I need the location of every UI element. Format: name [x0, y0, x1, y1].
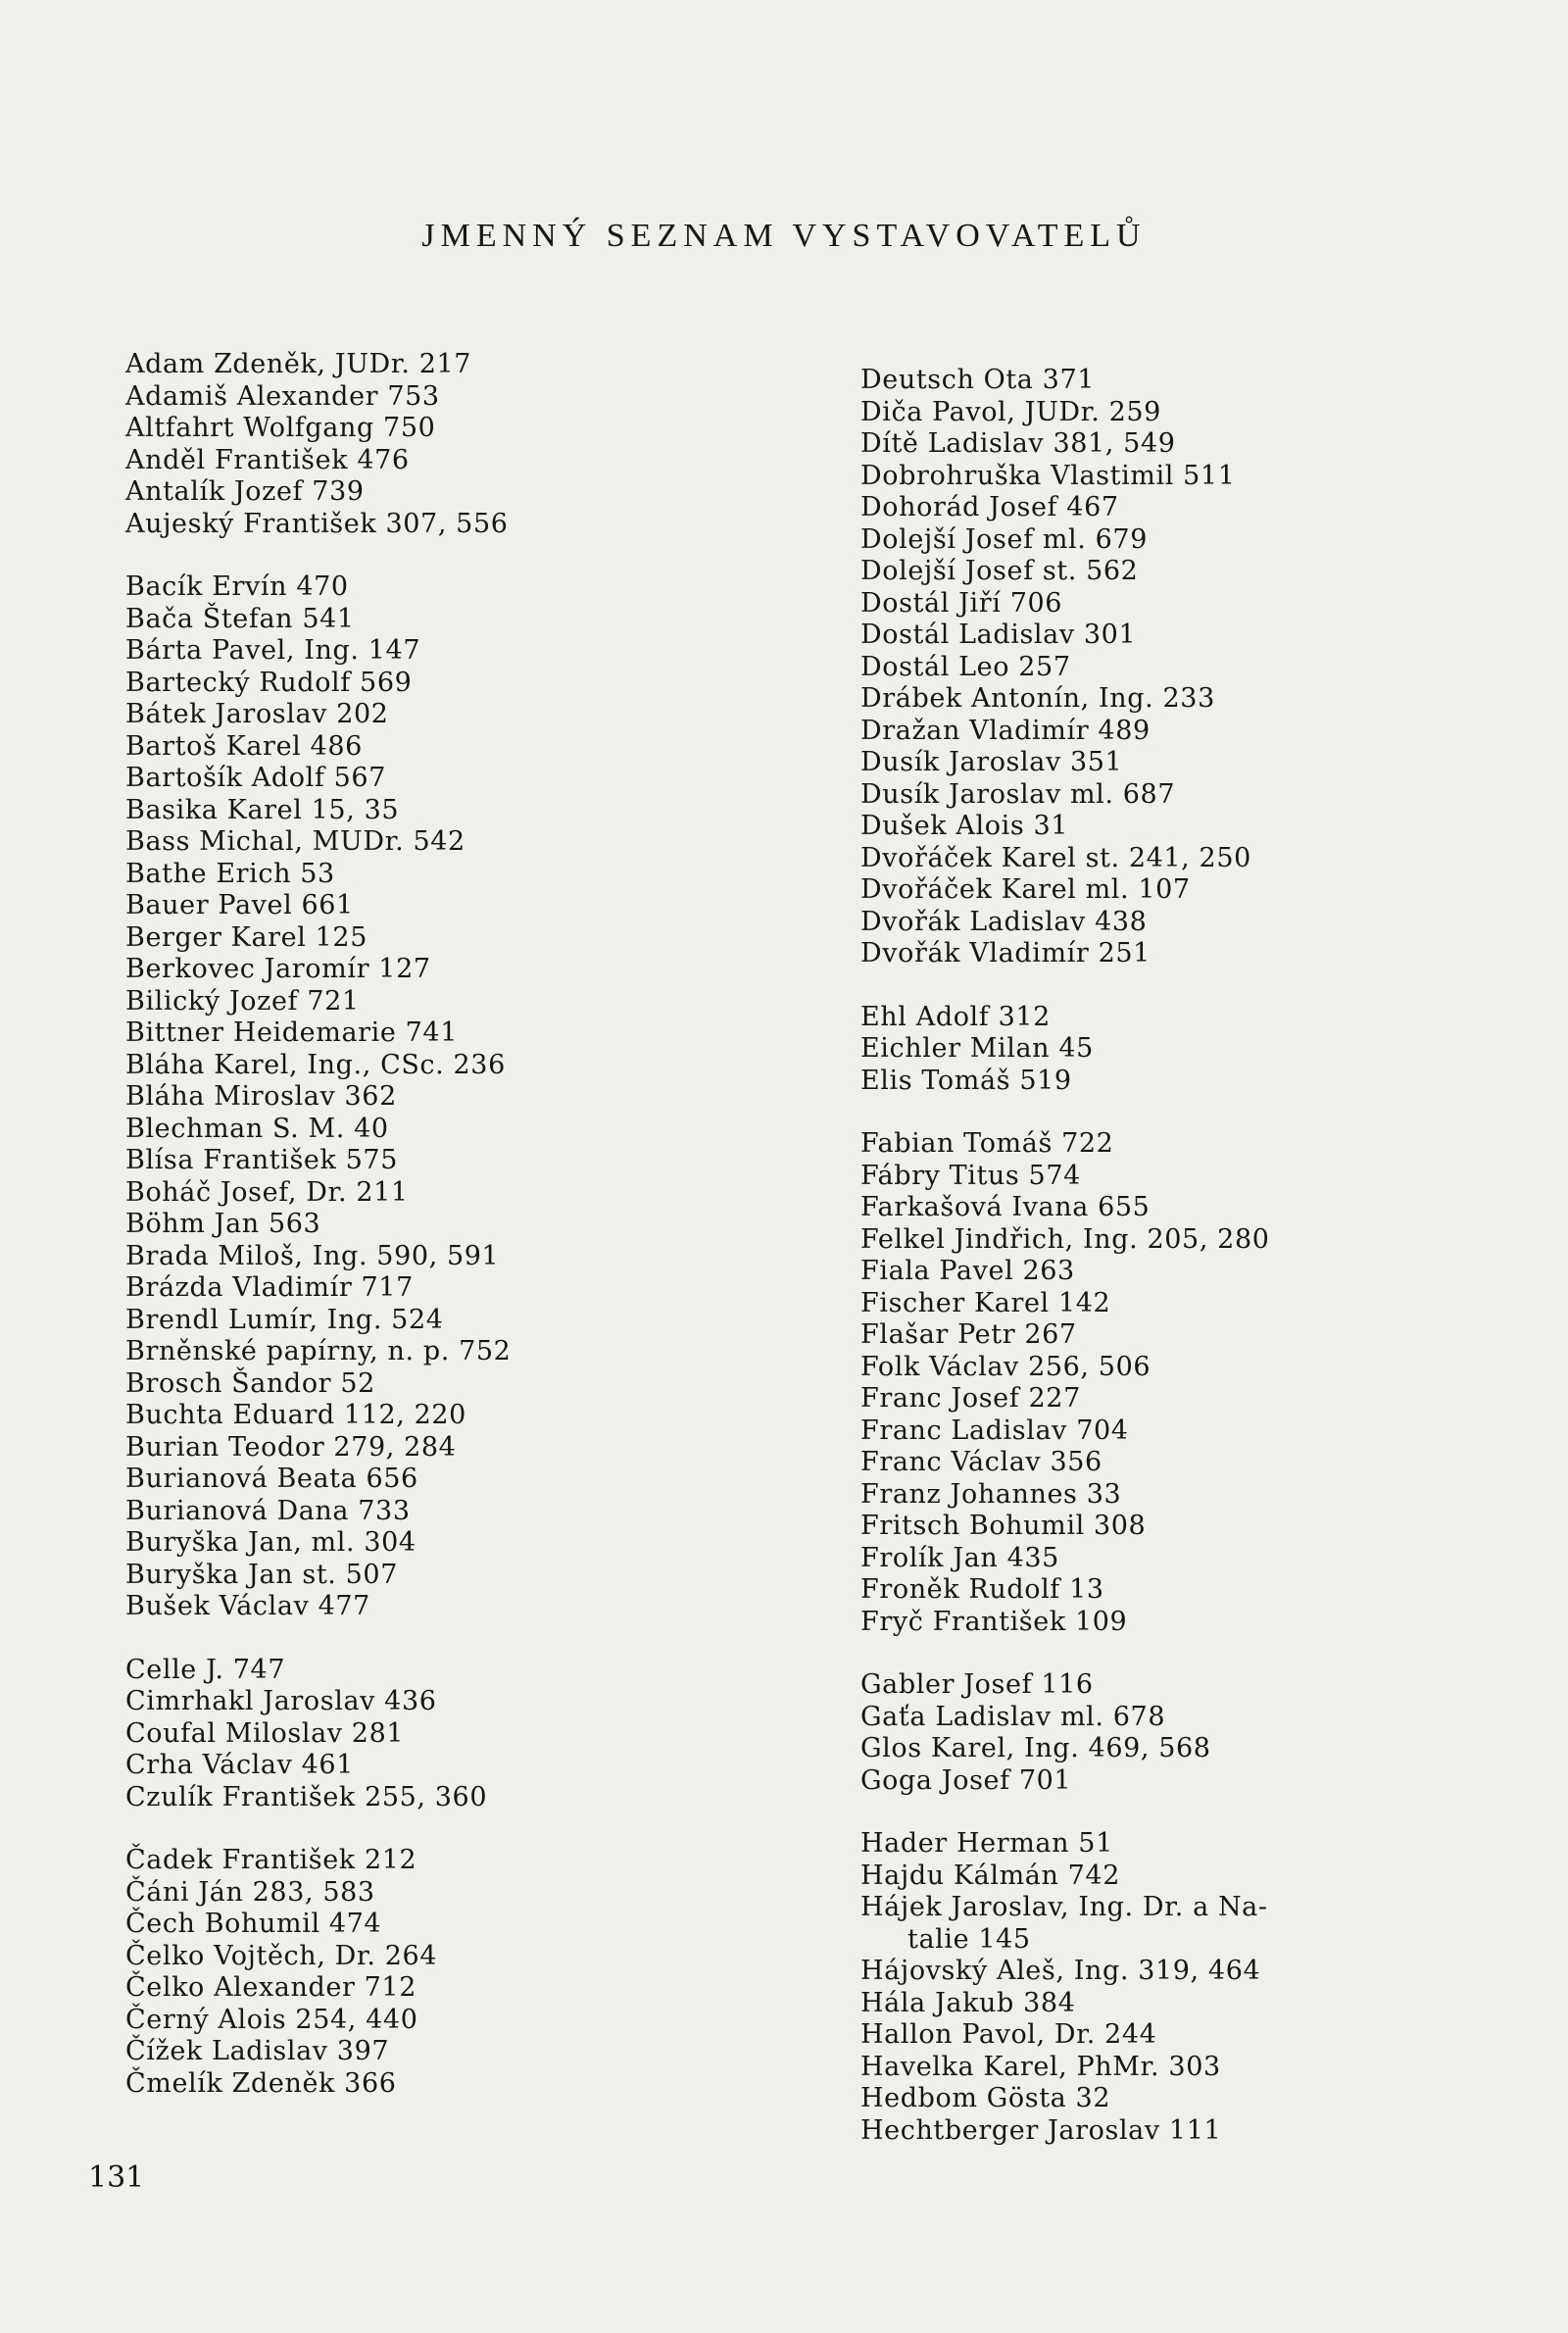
- index-entry: Burian Teodor 279, 284: [125, 1431, 457, 1463]
- index-entry: Dostál Jiří 706: [860, 587, 1063, 619]
- index-letter-group: [125, 1655, 811, 1814]
- index-entry: Fiala Pavel 263: [860, 1256, 1075, 1286]
- index-entry: Bušek Václav 477: [125, 1591, 370, 1621]
- index-entry: Čelko Vojtěch, Dr. 264: [125, 1940, 438, 1971]
- index-entry: Bláha Miroslav 362: [125, 1081, 397, 1112]
- index-entry: Blísa František 575: [125, 1145, 398, 1175]
- index-entry: Diča Pavol, JUDr. 259: [860, 396, 1161, 427]
- index-entry: Buryška Jan, ml. 304: [125, 1527, 416, 1558]
- index-column-right: [860, 365, 1527, 2178]
- index-entry: Glos Karel, Ing. 469, 568: [860, 1733, 1211, 1763]
- index-letter-group: [860, 1828, 1527, 2147]
- index-entry: Čelko Alexander 712: [125, 1972, 416, 2003]
- index-entry: Dostál Ladislav 301: [860, 620, 1137, 650]
- index-entry: Bacík Ervín 470: [125, 571, 349, 602]
- index-entry: Brada Miloš, Ing. 590, 591: [125, 1240, 500, 1271]
- index-entry: Bass Michal, MUDr. 542: [125, 826, 466, 857]
- index-column-left: [125, 349, 811, 2131]
- index-entry: Čmelík Zdeněk 366: [125, 2067, 397, 2099]
- index-entry: Franc Josef 227: [860, 1383, 1081, 1414]
- index-entry: Bátek Jaroslav 202: [125, 699, 389, 729]
- index-letter-group: [860, 365, 1527, 970]
- index-entry: Brendl Lumír, Ing. 524: [125, 1304, 444, 1335]
- index-entry: Goga Josef 701: [860, 1764, 1072, 1796]
- index-entry: Burianová Beata 656: [125, 1464, 418, 1494]
- index-entry: Altfahrt Wolfgang 750: [125, 413, 436, 443]
- index-entry: Bartoš Karel 486: [125, 730, 363, 762]
- index-entry: Folk Václav 256, 506: [860, 1351, 1152, 1382]
- index-entry: Bathe Erich 53: [125, 858, 335, 889]
- index-entry: Buchta Eduard 112, 220: [125, 1400, 466, 1430]
- index-entry: Dvořáček Karel st. 241, 250: [860, 842, 1251, 873]
- page-title: JMENNÝ SEZNAM VYSTAVOVATELŮ: [421, 218, 1147, 254]
- index-letter-group: [860, 1669, 1527, 1797]
- index-entry: Dohorád Josef 467: [860, 492, 1119, 522]
- index-entry: Brosch Šandor 52: [125, 1367, 375, 1399]
- index-entry: Franz Johannes 33: [860, 1478, 1122, 1510]
- index-entry: Dolejší Josef ml. 679: [860, 523, 1148, 555]
- index-entry: Hedbom Gösta 32: [860, 2083, 1111, 2113]
- index-entry: Flašar Petr 267: [860, 1319, 1077, 1350]
- index-entry: Adam Zdeněk, JUDr. 217: [125, 349, 472, 379]
- index-entry: Dvořáček Karel ml. 107: [860, 874, 1191, 905]
- index-entry: Elis Tomáš 519: [860, 1065, 1072, 1096]
- index-entry: Adamiš Alexander 753: [125, 380, 440, 412]
- index-entry: Eichler Milan 45: [860, 1033, 1094, 1064]
- index-entry: Hader Herman 51: [860, 1828, 1113, 1859]
- index-entry: Froněk Rudolf 13: [860, 1574, 1104, 1605]
- index-entry: Čadek František 212: [125, 1845, 417, 1875]
- index-entry: Dražan Vladimír 489: [860, 715, 1151, 746]
- index-entry: Berkovec Jaromír 127: [125, 954, 431, 984]
- index-entry: Fritsch Bohumil 308: [860, 1511, 1147, 1541]
- index-entry: Dostál Leo 257: [860, 651, 1071, 682]
- index-letter-group: [125, 349, 811, 540]
- index-entry: Fábry Titus 574: [860, 1160, 1081, 1191]
- index-letter-group: [125, 571, 811, 1623]
- index-entry: Čížek Ladislav 397: [125, 2036, 390, 2066]
- index-entry: Crha Václav 461: [125, 1750, 354, 1780]
- index-entry: Gaťa Ladislav ml. 678: [860, 1701, 1166, 1732]
- index-entry: Brázda Vladimír 717: [125, 1272, 414, 1303]
- index-entry: Blechman S. M. 40: [125, 1113, 389, 1144]
- index-entry: Dítě Ladislav 381, 549: [860, 428, 1176, 459]
- index-entry: Hajdu Kálmán 742: [860, 1860, 1120, 1891]
- index-entry: Coufal Miloslav 281: [125, 1717, 405, 1749]
- index-entry: Czulík František 255, 360: [125, 1781, 488, 1812]
- index-entry: Celle J. 747: [125, 1654, 286, 1685]
- index-entry: Boháč Josef, Dr. 211: [125, 1176, 409, 1208]
- index-entry: Čáni Ján 283, 583: [125, 1876, 375, 1908]
- index-entry: Dvořák Ladislav 438: [860, 906, 1148, 937]
- index-entry: Fryč František 109: [860, 1606, 1128, 1637]
- index-entry: Berger Karel 125: [125, 921, 368, 953]
- index-entry: Bartecký Rudolf 569: [125, 667, 413, 698]
- index-entry: Hájek Jaroslav, Ing. Dr. a Na-: [860, 1892, 1268, 1922]
- index-entry: Bláha Karel, Ing., CSc. 236: [125, 1049, 506, 1080]
- index-entry: Farkašová Ivana 655: [860, 1192, 1151, 1222]
- index-entry: Fabian Tomáš 722: [860, 1128, 1114, 1159]
- index-entry: Bilický Jozef 721: [125, 985, 360, 1017]
- index-entry: Dolejší Josef st. 562: [860, 556, 1139, 586]
- index-entry: Fischer Karel 142: [860, 1287, 1111, 1318]
- index-entry: Deutsch Ota 371: [860, 365, 1096, 395]
- index-entry: Bauer Pavel 661: [125, 890, 354, 920]
- index-entry: Cimrhakl Jaroslav 436: [125, 1686, 437, 1716]
- index-entry: Hála Jakub 384: [860, 1987, 1076, 2018]
- index-entry: Böhm Jan 563: [125, 1209, 321, 1239]
- index-entry: Bača Štefan 541: [125, 603, 355, 634]
- index-entry: Bittner Heidemarie 741: [125, 1018, 458, 1048]
- index-entry: Dusík Jaroslav ml. 687: [860, 778, 1176, 810]
- index-entry: Drábek Antonín, Ing. 233: [860, 683, 1215, 714]
- index-entry: Frolík Jan 435: [860, 1542, 1059, 1573]
- index-letter-group: [860, 1128, 1527, 1638]
- index-entry: Dvořák Vladimír 251: [860, 938, 1151, 968]
- page-number: 131: [88, 2160, 145, 2195]
- index-entry: Anděl František 476: [125, 444, 410, 475]
- index-entry: Černý Alois 254, 440: [125, 2004, 418, 2035]
- index-entry: Bárta Pavel, Ing. 147: [125, 635, 421, 666]
- index-entry: Hájovský Aleš, Ing. 319, 464: [860, 1956, 1261, 1986]
- index-entry: Franc Ladislav 704: [860, 1415, 1129, 1446]
- index-entry: Franc Václav 356: [860, 1447, 1102, 1477]
- index-entry: Dobrohruška Vlastimil 511: [860, 460, 1236, 491]
- index-entry: Antalík Jozef 739: [125, 476, 365, 507]
- index-entry: Brněnské papírny, n. p. 752: [125, 1336, 512, 1366]
- index-entry: Burianová Dana 733: [125, 1495, 411, 1526]
- index-entry: talie 145: [907, 1923, 1031, 1955]
- index-entry: Dusík Jaroslav 351: [860, 747, 1123, 777]
- index-entry: Buryška Jan st. 507: [125, 1559, 398, 1590]
- index-entry: Basika Karel 15, 35: [125, 794, 400, 825]
- index-letter-group: [125, 1845, 811, 2100]
- index-entry: Bartošík Adolf 567: [125, 763, 386, 793]
- index-entry: Dušek Alois 31: [860, 811, 1069, 841]
- index-entry: Havelka Karel, PhMr. 303: [860, 2051, 1221, 2082]
- index-entry: Hechtberger Jaroslav 111: [860, 2114, 1222, 2146]
- index-entry: Aujeský František 307, 556: [125, 508, 509, 539]
- index-entry: Ehl Adolf 312: [860, 1001, 1051, 1032]
- index-entry: Gabler Josef 116: [860, 1669, 1094, 1700]
- index-entry: Čech Bohumil 474: [125, 1909, 382, 1939]
- index-entry: Hallon Pavol, Dr. 244: [860, 2019, 1157, 2050]
- index-letter-group: [860, 1002, 1527, 1098]
- index-entry: Felkel Jindřich, Ing. 205, 280: [860, 1223, 1270, 1255]
